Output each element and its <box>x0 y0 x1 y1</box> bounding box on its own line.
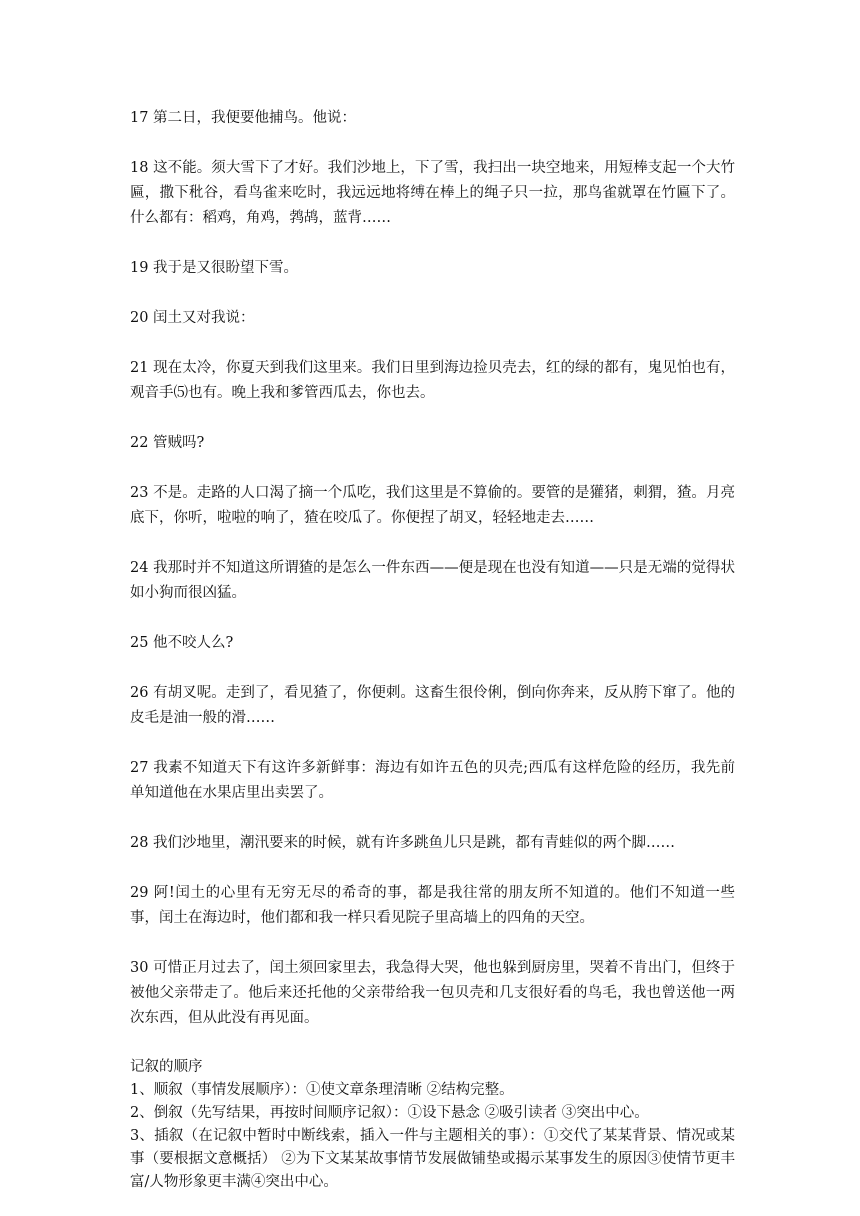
note-item-2: 2、倒叙（先写结果，再按时间顺序记叙）：①设下悬念 ②吸引读者 ③突出中心。 <box>130 1105 649 1121</box>
narrative-order-notes <box>130 1056 735 1194</box>
paragraph-22: 22 管贼吗? <box>130 435 205 451</box>
notes-heading: 记叙的顺序 <box>130 1059 203 1075</box>
paragraph-20: 20 闰土又对我说： <box>130 310 255 326</box>
note-item-1: 1、顺叙（事情发展顺序）：①使文章条理清晰 ②结构完整。 <box>130 1082 514 1098</box>
paragraph-27: 27 我素不知道天下有这许多新鲜事：海边有如许五色的贝壳;西瓜有这样危险的经历，我先前单知道他在水果店里出卖罢了。 <box>130 760 735 801</box>
paragraph-28: 28 我们沙地里，潮汛要来的时候，就有许多跳鱼儿只是跳，都有青蛙似的两个脚…… <box>130 835 676 851</box>
paragraph-26: 26 有胡叉呢。走到了，看见猹了，你便刺。这畜生很伶俐，倒向你奔来，反从胯下窜了。他的皮毛是油一般的滑…… <box>130 685 735 726</box>
paragraph-24: 24 我那时并不知道这所谓猹的是怎么一件东西——便是现在也没有知道——只是无端的觉得状如小狗而很凶猛。 <box>130 560 735 601</box>
document-content <box>130 106 735 1194</box>
paragraph-18: 18 这不能。须大雪下了才好。我们沙地上，下了雪，我扫出一块空地来，用短棒支起一个大竹匾，撒下秕谷，看鸟雀来吃时，我远远地将缚在棒上的绳子只一拉，那鸟雀就罩在竹匾下了。什么都有：稻鸡，角鸡，鹁鸪，蓝背…… <box>130 160 735 226</box>
paragraph-19: 19 我于是又很盼望下雪。 <box>130 260 299 276</box>
paragraph-29: 29 阿!闰土的心里有无穷无尽的希奇的事，都是我往常的朋友所不知道的。他们不知道一些事，闰土在海边时，他们都和我一样只看见院子里高墙上的四角的天空。 <box>130 885 735 926</box>
paragraph-17: 17 第二日，我便要他捕鸟。他说： <box>130 110 357 126</box>
note-item-3: 3、插叙（在记叙中暂时中断线索，插入一件与主题相关的事）：①交代了某某背景、情况或某事（要根据文意概括） ②为下文某某故事情节发展做铺垫或揭示某事发生的原因③使情节更丰富/人物形象更丰满④突出中心。 <box>130 1128 735 1190</box>
paragraph-23: 23 不是。走路的人口渴了摘一个瓜吃，我们这里是不算偷的。要管的是獾猪，刺猬，猹。月亮底下，你听，啦啦的响了，猹在咬瓜了。你便捏了胡叉，轻轻地走去…… <box>130 485 735 526</box>
paragraph-25: 25 他不咬人么? <box>130 635 234 651</box>
paragraph-30: 30 可惜正月过去了，闰土须回家里去，我急得大哭，他也躲到厨房里，哭着不肯出门，但终于被他父亲带走了。他后来还托他的父亲带给我一包贝壳和几支很好看的鸟毛，我也曾送他一两次东西，但从此没有再见面。 <box>130 960 735 1026</box>
paragraph-21: 21 现在太冷，你夏天到我们这里来。我们日里到海边捡贝壳去，红的绿的都有，鬼见怕也有，观音手⑸也有。晚上我和爹管西瓜去，你也去。 <box>130 360 735 401</box>
